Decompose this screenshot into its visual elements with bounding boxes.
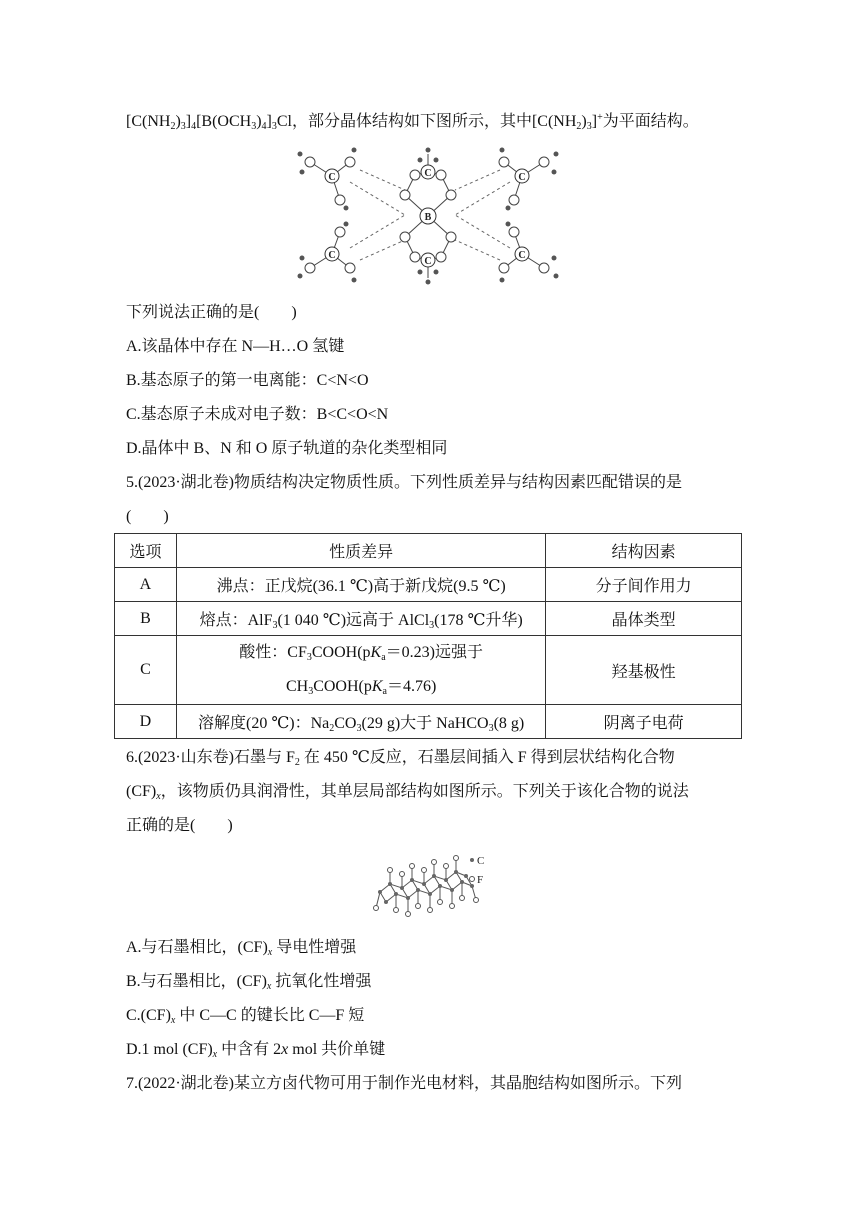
c-atom-label: C	[328, 250, 336, 261]
table-cell-difference: 熔点：AlF$_3$(1 040 ℃)远高于 AlCl$_3$(178 ℃升华)	[176, 602, 545, 636]
table-cell-factor: 分子间作用力	[546, 568, 742, 602]
legend-f: F	[477, 874, 484, 886]
table-header-option: 选项	[115, 534, 177, 568]
q5-table	[114, 533, 742, 739]
c-atom-label: C	[518, 250, 526, 261]
table-cell-difference: 溶解度(20 ℃)：$Na_2CO_3(29$ g)大于 NaHCO$_3$(8 g)	[176, 705, 545, 739]
table-header-factor: 结构因素	[546, 534, 742, 568]
q6-option-b: B.与石墨相比，$(CF)_x$ 抗氧化性增强	[126, 973, 372, 992]
table-cell-factor: 晶体类型	[546, 602, 742, 636]
table-cell-option: D	[115, 705, 177, 739]
table-cell-factor: 羟基极性	[546, 636, 742, 705]
table-row	[115, 636, 742, 705]
table-cell-difference: 酸性：$CF_3COOH(pK_a=0.23)$远强于 $CH_3COOH(pK_a=4.76)$	[176, 636, 545, 705]
table-row	[115, 568, 742, 602]
table-cell-factor: 阴离子电荷	[546, 705, 742, 739]
table-cell-option: A	[115, 568, 177, 602]
q5-stem-answer: ( )	[126, 508, 169, 525]
q6-option-a: A.与石墨相比，$(CF)_x$ 导电性增强	[126, 939, 357, 958]
table-row	[115, 705, 742, 739]
q4-stem: 下列说法正确的是( )	[126, 304, 297, 321]
q6-option-c: $C.(CF)_x$ 中 C—C 的键长比 C—F 短	[126, 1007, 365, 1026]
table-header-difference: 性质差异	[176, 534, 545, 568]
q6-stem-line3: 正确的是( )	[126, 817, 233, 834]
b-atom-label: B	[424, 212, 432, 223]
c-atom-label: C	[518, 172, 526, 183]
q4-option-c: C.基态原子未成对电子数：B<C<O<N	[126, 406, 389, 423]
table-cell-option: C	[115, 636, 177, 705]
crystal-structure-figure	[290, 140, 570, 288]
legend-c: C	[477, 855, 485, 867]
q5-stem: 5.(2023·湖北卷)物质结构决定物质性质。下列性质差异与结构因素匹配错误的是	[126, 474, 682, 491]
cf-layer-figure	[368, 848, 498, 924]
c-atom-label: C	[424, 256, 432, 267]
q4-option-b: B.基态原子的第一电离能：C<N<O	[126, 372, 369, 389]
q6-stem-line1: 6.(2023·山东卷)石墨与 $F_2$ 在 450 ℃反应，石墨层间插入 F 得到层状结构化合物	[126, 749, 675, 768]
table-cell-option: B	[115, 602, 177, 636]
intro-line: $[C(NH_2)_3]_4[B(OCH_3)_4]_3Cl$，部分晶体结构如下图所示，其中$[C(NH_2)_3]^+$为平面结构。	[126, 112, 699, 132]
c-atom-label: C	[424, 168, 432, 179]
q6-option-d: D.1 mol $(CF)_x$ 中含有 2x mol 共价单键	[126, 1041, 386, 1060]
q4-option-a: A.该晶体中存在 N—H…O 氢键	[126, 338, 345, 355]
q4-option-d: D.晶体中 B、N 和 O 原子轨道的杂化类型相同	[126, 440, 448, 457]
q6-stem-line2: $(CF)_x$，该物质仍具润滑性，其单层局部结构如图所示。下列关于该化合物的说法	[126, 783, 689, 802]
c-atom-label: C	[328, 172, 336, 183]
table-cell-difference: 沸点：正戊烷(36.1 ℃)高于新戊烷(9.5 ℃)	[176, 568, 545, 602]
q7-stem: 7.(2022·湖北卷)某立方卤代物可用于制作光电材料，其晶胞结构如图所示。下列	[126, 1075, 682, 1092]
table-row	[115, 602, 742, 636]
